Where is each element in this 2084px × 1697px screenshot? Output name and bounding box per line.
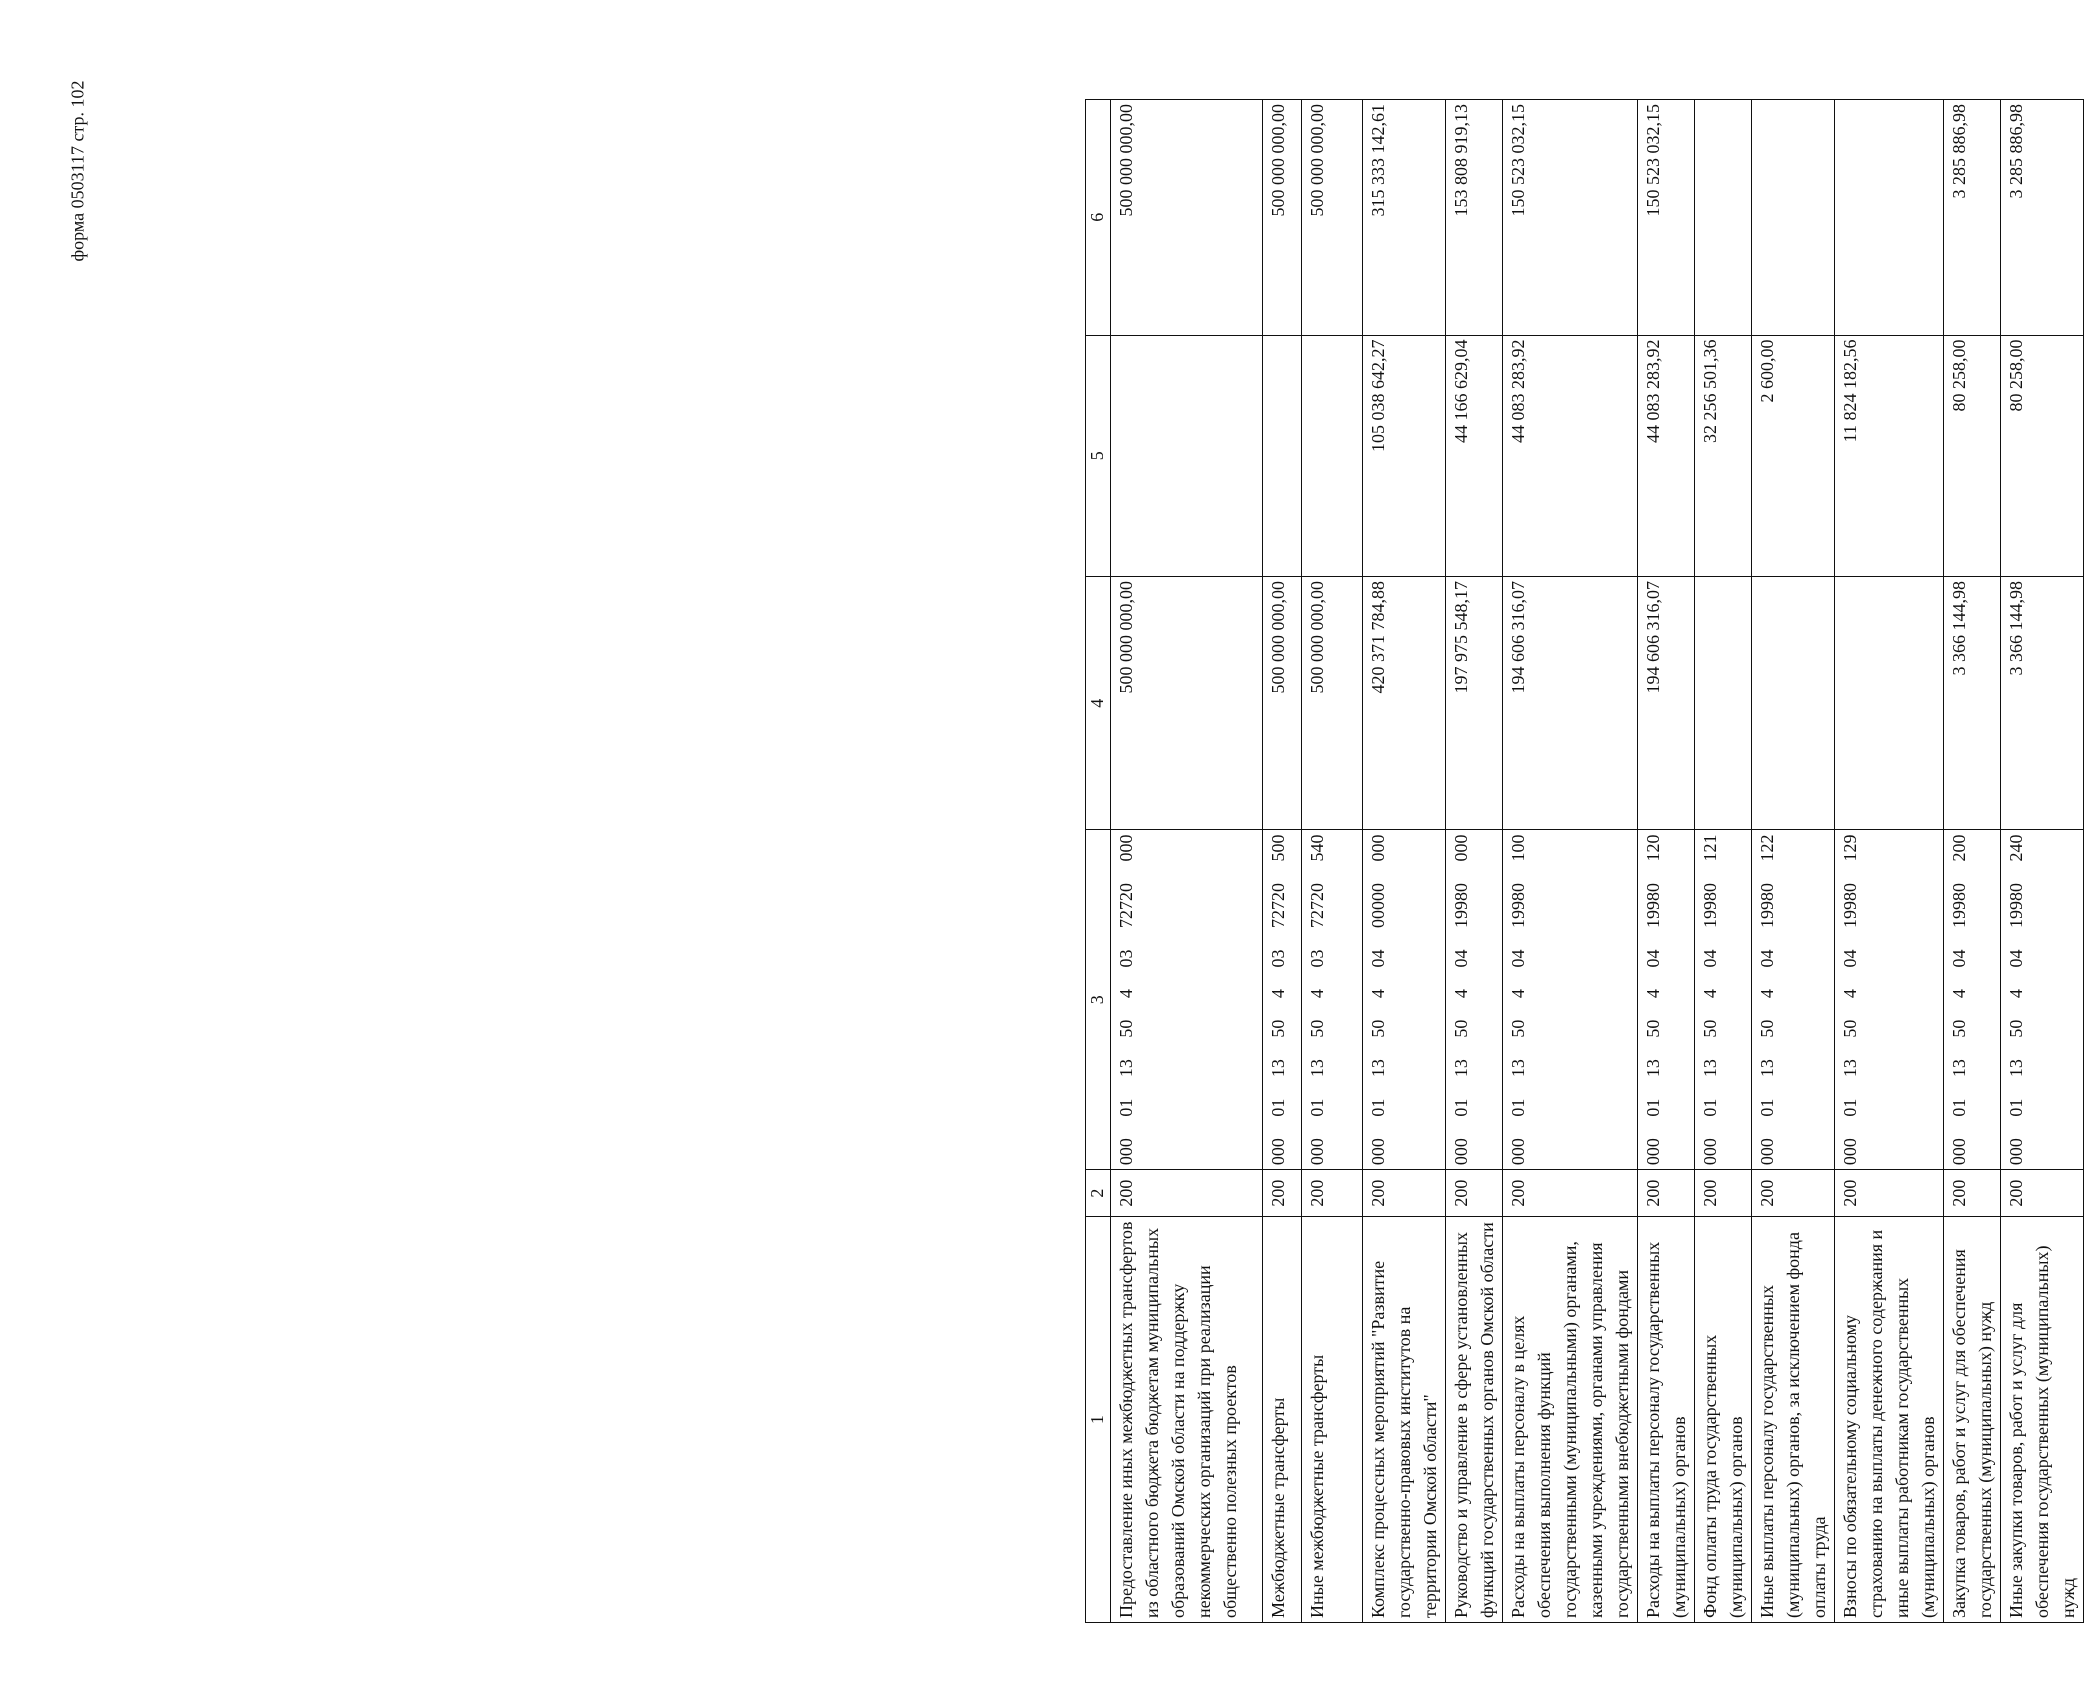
- budget-code-part: 200: [1949, 834, 1969, 862]
- budget-code-part: 50: [2006, 1019, 2026, 1038]
- budget-code-part: 50: [1268, 1019, 1288, 1038]
- budget-code-part: 50: [1757, 1019, 1777, 1038]
- budget-code-part: 000: [1116, 1138, 1136, 1166]
- budget-code-part: 4: [1268, 989, 1288, 999]
- budget-code-parts: [1365, 834, 1391, 1165]
- row-approved-amount: 500 000 000,00: [1111, 576, 1263, 829]
- row-budget-code: [1695, 830, 1752, 1170]
- budget-code-part: 13: [1757, 1059, 1777, 1078]
- row-approved-amount: [1752, 576, 1835, 829]
- budget-code-part: 19980: [1643, 883, 1663, 929]
- budget-code-parts: [1304, 834, 1330, 1165]
- budget-code-part: 19980: [2006, 883, 2026, 929]
- row-line-code: 200: [1752, 1170, 1835, 1217]
- row-executed-amount: 44 166 629,04: [1446, 335, 1503, 576]
- budget-code-part: 01: [1451, 1098, 1471, 1117]
- budget-code-part: 129: [1840, 834, 1860, 862]
- budget-code-part: 19980: [1949, 883, 1969, 929]
- budget-code-part: 04: [1700, 949, 1720, 968]
- budget-code-part: 50: [1368, 1019, 1388, 1038]
- budget-code-parts: [2003, 834, 2029, 1165]
- row-approved-amount: 197 975 548,17: [1446, 576, 1503, 829]
- row-line-code: 200: [1503, 1170, 1638, 1217]
- budget-code-part: 13: [1116, 1059, 1136, 1078]
- budget-code-part: 000: [1451, 834, 1471, 862]
- budget-code-part: 000: [1757, 1138, 1777, 1166]
- budget-code-part: 000: [1368, 1138, 1388, 1166]
- budget-code-part: 04: [1757, 949, 1777, 968]
- budget-code-part: 03: [1268, 949, 1288, 968]
- budget-code-part: 120: [1643, 834, 1663, 862]
- budget-code-part: 122: [1757, 834, 1777, 862]
- budget-code-part: 13: [1451, 1059, 1471, 1078]
- budget-code-part: 4: [1307, 989, 1327, 999]
- budget-code-part: 04: [1949, 949, 1969, 968]
- row-approved-amount: [1695, 576, 1752, 829]
- row-approved-amount: 420 371 784,88: [1363, 576, 1446, 829]
- row-name: Руководство и управление в сфере установленных функций государственных органов Омской области: [1446, 1217, 1503, 1623]
- column-number-5: 5: [1086, 335, 1111, 576]
- budget-code-part: 13: [1840, 1059, 1860, 1078]
- budget-code-part: 121: [1700, 834, 1720, 862]
- row-line-code: 200: [1944, 1170, 2001, 1217]
- budget-code-part: 13: [1700, 1059, 1720, 1078]
- budget-code-parts: [1837, 834, 1863, 1165]
- row-approved-amount: 194 606 316,07: [1503, 576, 1638, 829]
- budget-code-part: 50: [1700, 1019, 1720, 1038]
- column-number-2: 2: [1086, 1170, 1111, 1217]
- budget-code-part: 00000: [1368, 883, 1388, 929]
- budget-code-part: 50: [1643, 1019, 1663, 1038]
- budget-code-part: 04: [2006, 949, 2026, 968]
- budget-code-part: 03: [1307, 949, 1327, 968]
- column-number-4: 4: [1086, 576, 1111, 829]
- budget-code-part: 01: [1307, 1098, 1327, 1117]
- budget-code-part: 50: [1116, 1019, 1136, 1038]
- budget-code-part: 4: [1643, 989, 1663, 999]
- budget-code-part: 04: [1368, 949, 1388, 968]
- budget-code-part: 000: [1307, 1138, 1327, 1166]
- budget-code-part: 000: [1268, 1138, 1288, 1166]
- row-budget-code: [1263, 830, 1302, 1170]
- report-table-body: [1111, 100, 2084, 1623]
- row-name: Иные выплаты персоналу государственных (муниципальных) органов, за исключением фонда оплаты труда: [1752, 1217, 1835, 1623]
- row-name: Межбюджетные трансферты: [1263, 1217, 1302, 1623]
- row-line-code: 200: [1363, 1170, 1446, 1217]
- row-budget-code: [1111, 830, 1263, 1170]
- budget-code-part: 000: [1643, 1138, 1663, 1166]
- row-budget-code: [1638, 830, 1695, 1170]
- table-row: [1752, 100, 1835, 1623]
- budget-code-parts: [1754, 834, 1780, 1165]
- budget-code-part: 72720: [1268, 883, 1288, 929]
- budget-code-part: 01: [1508, 1098, 1528, 1117]
- budget-code-part: 100: [1508, 834, 1528, 862]
- budget-code-parts: [1697, 834, 1723, 1165]
- budget-code-part: 01: [1949, 1098, 1969, 1117]
- budget-code-part: 500: [1268, 834, 1288, 862]
- row-executed-amount: 80 258,00: [1944, 335, 2001, 576]
- budget-code-parts: [1113, 834, 1139, 1165]
- row-unexecuted-amount: 3 285 886,98: [2001, 100, 2084, 336]
- budget-code-part: 4: [1757, 989, 1777, 999]
- row-line-code: 200: [2001, 1170, 2084, 1217]
- budget-code-part: 13: [1508, 1059, 1528, 1078]
- row-budget-code: [1363, 830, 1446, 1170]
- row-budget-code: [1944, 830, 2001, 1170]
- budget-code-part: 04: [1840, 949, 1860, 968]
- table-row: [1446, 100, 1503, 1623]
- row-executed-amount: 80 258,00: [2001, 335, 2084, 576]
- budget-code-part: 19980: [1700, 883, 1720, 929]
- row-unexecuted-amount: 315 333 142,61: [1363, 100, 1446, 336]
- budget-code-part: 540: [1307, 834, 1327, 862]
- row-budget-code: [1503, 830, 1638, 1170]
- budget-code-part: 000: [1451, 1138, 1471, 1166]
- budget-code-part: 4: [1840, 989, 1860, 999]
- budget-code-part: 19980: [1757, 883, 1777, 929]
- rotated-report-page: [1085, 99, 2078, 1623]
- row-unexecuted-amount: 150 523 032,15: [1503, 100, 1638, 336]
- table-row: [1503, 100, 1638, 1623]
- row-approved-amount: 3 366 144,98: [1944, 576, 2001, 829]
- budget-code-part: 04: [1451, 949, 1471, 968]
- budget-code-part: 000: [2006, 1138, 2026, 1166]
- row-unexecuted-amount: 153 808 919,13: [1446, 100, 1503, 336]
- row-name: Предоставление иных межбюджетных трансфертов из областного бюджета бюджетам муниципальных образований Омской области на поддержку некоммерческих организаций при реализации общественно полезных проектов: [1111, 1217, 1263, 1623]
- row-unexecuted-amount: 500 000 000,00: [1302, 100, 1363, 336]
- budget-code-part: 000: [1840, 1138, 1860, 1166]
- row-executed-amount: [1263, 335, 1302, 576]
- row-executed-amount: 44 083 283,92: [1503, 335, 1638, 576]
- column-number-3: 3: [1086, 830, 1111, 1170]
- row-line-code: 200: [1695, 1170, 1752, 1217]
- budget-code-part: 19980: [1840, 883, 1860, 929]
- form-label-text: форма 0503117 стр. 102: [67, 80, 88, 262]
- table-row: [1695, 100, 1752, 1623]
- row-budget-code: [1752, 830, 1835, 1170]
- budget-code-part: 01: [1757, 1098, 1777, 1117]
- row-approved-amount: 3 366 144,98: [2001, 576, 2084, 829]
- row-executed-amount: [1302, 335, 1363, 576]
- table-row: [1638, 100, 1695, 1623]
- row-name: Фонд оплаты труда государственных (муниципальных) органов: [1695, 1217, 1752, 1623]
- budget-code-part: 000: [1700, 1138, 1720, 1166]
- row-unexecuted-amount: 500 000 000,00: [1263, 100, 1302, 336]
- row-budget-code: [2001, 830, 2084, 1170]
- column-number-row: [1086, 100, 1111, 1623]
- budget-code-part: 72720: [1116, 883, 1136, 929]
- table-row: [1302, 100, 1363, 1623]
- column-number-6: 6: [1086, 100, 1111, 336]
- row-unexecuted-amount: 150 523 032,15: [1638, 100, 1695, 336]
- table-row: [1263, 100, 1302, 1623]
- budget-code-part: 13: [1368, 1059, 1388, 1078]
- row-line-code: 200: [1111, 1170, 1263, 1217]
- table-row: [2001, 100, 2084, 1623]
- budget-code-part: 01: [1840, 1098, 1860, 1117]
- column-number-1: 1: [1086, 1217, 1111, 1623]
- budget-code-part: 04: [1643, 949, 1663, 968]
- row-line-code: 200: [1835, 1170, 1944, 1217]
- table-row: [1944, 100, 2001, 1623]
- report-table: [1085, 99, 2084, 1623]
- row-name: Расходы на выплаты персоналу в целях обеспечения выполнения функций государственными (муниципальными) органами, казенными учреждениями, органами управления государственными внебюджетными фондами: [1503, 1217, 1638, 1623]
- budget-code-part: 000: [1368, 834, 1388, 862]
- row-approved-amount: 194 606 316,07: [1638, 576, 1695, 829]
- budget-code-part: 19980: [1508, 883, 1528, 929]
- budget-code-part: 01: [2006, 1098, 2026, 1117]
- table-row: [1111, 100, 1263, 1623]
- row-approved-amount: 500 000 000,00: [1263, 576, 1302, 829]
- budget-code-part: 50: [1949, 1019, 1969, 1038]
- row-name: Взносы по обязательному социальному страхованию на выплаты денежного содержания и иные выплаты работникам государственных (муниципальных) органов: [1835, 1217, 1944, 1623]
- row-unexecuted-amount: [1752, 100, 1835, 336]
- table-row: [1835, 100, 1944, 1623]
- row-budget-code: [1835, 830, 1944, 1170]
- budget-code-part: 4: [1949, 989, 1969, 999]
- budget-code-part: 000: [1116, 834, 1136, 862]
- budget-code-part: 000: [1949, 1138, 1969, 1166]
- budget-code-part: 01: [1116, 1098, 1136, 1117]
- row-budget-code: [1302, 830, 1363, 1170]
- budget-code-parts: [1946, 834, 1972, 1165]
- budget-code-part: 04: [1508, 949, 1528, 968]
- budget-code-part: 72720: [1307, 883, 1327, 929]
- row-unexecuted-amount: 3 285 886,98: [1944, 100, 2001, 336]
- budget-code-part: 01: [1368, 1098, 1388, 1117]
- budget-code-part: 4: [1451, 989, 1471, 999]
- row-executed-amount: 2 600,00: [1752, 335, 1835, 576]
- budget-code-part: 4: [1508, 989, 1528, 999]
- budget-code-part: 50: [1508, 1019, 1528, 1038]
- row-name: Комплекс процессных мероприятий "Развитие государственно-правовых институтов на территории Омской области": [1363, 1217, 1446, 1623]
- budget-code-part: 01: [1700, 1098, 1720, 1117]
- row-budget-code: [1446, 830, 1503, 1170]
- budget-code-part: 13: [1643, 1059, 1663, 1078]
- row-name: Иные закупки товаров, работ и услуг для обеспечения государственных (муниципальных) нужд: [2001, 1217, 2084, 1623]
- row-unexecuted-amount: [1835, 100, 1944, 336]
- row-executed-amount: 44 083 283,92: [1638, 335, 1695, 576]
- budget-code-part: 50: [1840, 1019, 1860, 1038]
- row-line-code: 200: [1638, 1170, 1695, 1217]
- budget-code-part: 4: [1368, 989, 1388, 999]
- budget-code-part: 4: [2006, 989, 2026, 999]
- budget-code-part: 50: [1451, 1019, 1471, 1038]
- budget-code-part: 4: [1700, 989, 1720, 999]
- row-executed-amount: 105 038 642,27: [1363, 335, 1446, 576]
- budget-code-part: 4: [1116, 989, 1136, 999]
- budget-code-part: 13: [1268, 1059, 1288, 1078]
- budget-code-part: 50: [1307, 1019, 1327, 1038]
- budget-code-part: 13: [2006, 1059, 2026, 1078]
- budget-code-part: 13: [1307, 1059, 1327, 1078]
- budget-code-part: 240: [2006, 834, 2026, 862]
- budget-code-parts: [1448, 834, 1474, 1165]
- row-executed-amount: 11 824 182,56: [1835, 335, 1944, 576]
- row-name: Закупка товаров, работ и услуг для обеспечения государственных (муниципальных) нужд: [1944, 1217, 2001, 1623]
- budget-code-part: 13: [1949, 1059, 1969, 1078]
- row-name: Расходы на выплаты персоналу государственных (муниципальных) органов: [1638, 1217, 1695, 1623]
- table-row: [1363, 100, 1446, 1623]
- form-label: [58, 36, 98, 306]
- row-unexecuted-amount: [1695, 100, 1752, 336]
- row-unexecuted-amount: 500 000 000,00: [1111, 100, 1263, 336]
- budget-code-part: 19980: [1451, 883, 1471, 929]
- row-executed-amount: 32 256 501,36: [1695, 335, 1752, 576]
- budget-code-parts: [1640, 834, 1666, 1165]
- row-approved-amount: 500 000 000,00: [1302, 576, 1363, 829]
- row-name: Иные межбюджетные трансферты: [1302, 1217, 1363, 1623]
- row-executed-amount: [1111, 335, 1263, 576]
- budget-code-parts: [1265, 834, 1291, 1165]
- budget-code-part: 01: [1268, 1098, 1288, 1117]
- row-line-code: 200: [1263, 1170, 1302, 1217]
- budget-code-part: 03: [1116, 949, 1136, 968]
- row-line-code: 200: [1446, 1170, 1503, 1217]
- budget-code-part: 000: [1508, 1138, 1528, 1166]
- budget-code-part: 01: [1643, 1098, 1663, 1117]
- row-line-code: 200: [1302, 1170, 1363, 1217]
- budget-code-parts: [1505, 834, 1531, 1165]
- row-approved-amount: [1835, 576, 1944, 829]
